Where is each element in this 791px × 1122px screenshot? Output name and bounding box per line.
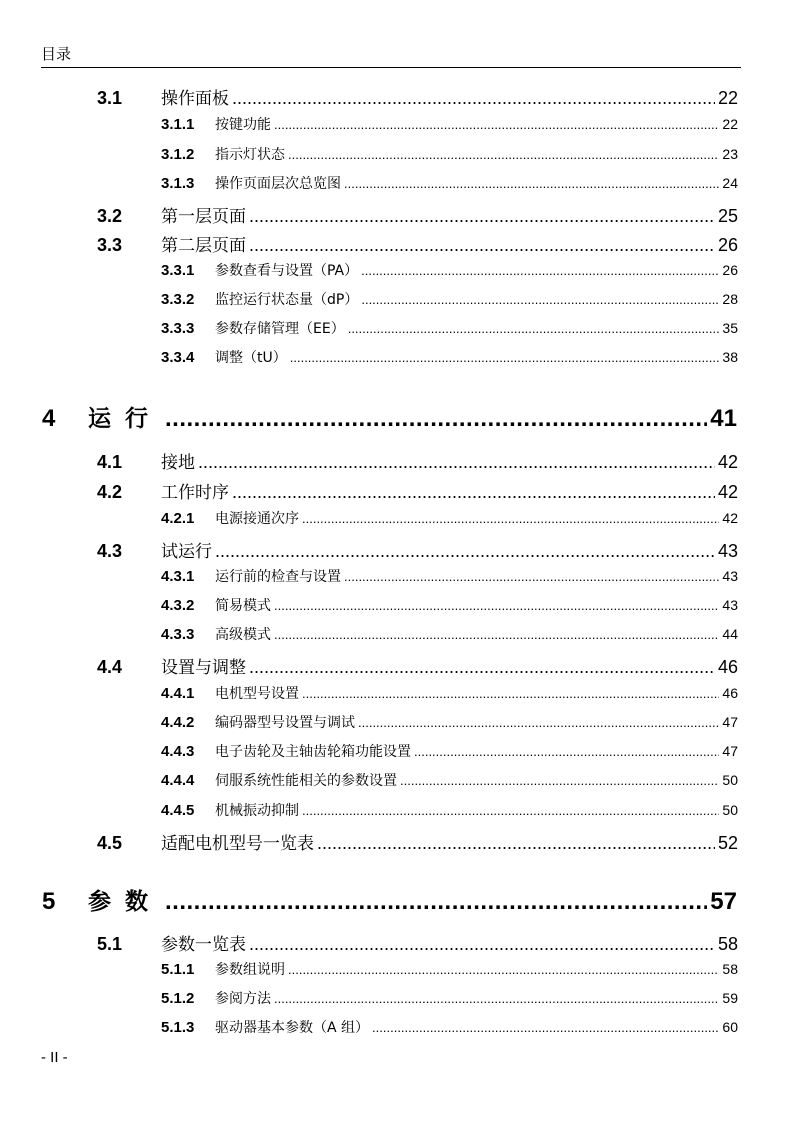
- toc-dot-leader: [165, 888, 707, 916]
- toc-entry-page: 52: [717, 833, 738, 853]
- toc-entry[interactable]: [97, 478, 738, 503]
- toc-entry-number: 3.3.3: [161, 320, 195, 337]
- toc-entry-page: 43: [722, 568, 738, 584]
- toc-entry[interactable]: [161, 712, 738, 732]
- toc-entry-number: 4.4.1: [161, 685, 195, 702]
- toc-entry[interactable]: [97, 930, 738, 955]
- toc-entry-page: 22: [722, 116, 738, 132]
- toc-entry-number: 5: [42, 888, 56, 915]
- toc-dot-leader: [165, 405, 707, 433]
- toc-entry-page: 43: [722, 597, 738, 613]
- toc-entry-page: 47: [722, 743, 738, 759]
- toc-entry-page: 59: [722, 990, 738, 1006]
- toc-dot-leader: [344, 569, 719, 584]
- toc-entry-title: 电源接通次序: [215, 511, 299, 527]
- toc-entry-number: 4.4.5: [161, 802, 195, 819]
- toc-entry-title: 按键功能: [215, 117, 271, 133]
- toc-entry-title: 运行前的检查与设置: [215, 569, 341, 585]
- toc-entry-number: 5.1: [97, 934, 123, 954]
- toc-entry-number: 4.3.2: [161, 597, 195, 614]
- toc-dot-leader: [361, 292, 719, 307]
- toc-entry-title: 第一层页面: [161, 207, 246, 227]
- toc-dot-leader: [288, 147, 719, 162]
- toc-dot-leader: [249, 235, 715, 256]
- toc-dot-leader: [274, 117, 719, 132]
- toc-entry[interactable]: [97, 202, 738, 227]
- toc-entry[interactable]: [161, 318, 738, 338]
- toc-dot-leader: [361, 263, 719, 278]
- toc-entry-page: 22: [717, 88, 738, 108]
- toc-entry-page: 58: [722, 961, 738, 977]
- toc-entry-number: 5.1.3: [161, 1019, 195, 1036]
- toc-dot-leader: [215, 541, 715, 562]
- toc-entry-number: 4.4.2: [161, 714, 195, 731]
- toc-entry[interactable]: [97, 829, 738, 854]
- toc-entry[interactable]: [161, 770, 738, 790]
- toc-entry-title: 参阅方法: [215, 991, 271, 1007]
- toc-entry[interactable]: [161, 683, 738, 703]
- toc-entry[interactable]: [161, 114, 738, 134]
- toc-entry-title: 驱动器基本参数（A 组）: [215, 1020, 370, 1036]
- toc-entry-page: 23: [722, 146, 738, 162]
- toc-entry-page: 42: [717, 482, 738, 502]
- page-header-title: 目录: [41, 45, 72, 63]
- toc-entry[interactable]: [97, 448, 738, 473]
- toc-entry-page: 46: [717, 657, 738, 677]
- toc-dot-leader: [302, 511, 719, 526]
- toc-entry-number: 4.3.3: [161, 626, 195, 643]
- toc-dot-leader: [232, 88, 715, 109]
- toc-entry-number: 4.4.4: [161, 772, 195, 789]
- toc-entry-number: 4.1: [97, 452, 123, 472]
- toc-entry[interactable]: [161, 347, 738, 367]
- toc-entry-page: 50: [722, 772, 738, 788]
- toc-entry-page: 47: [722, 714, 738, 730]
- toc-entry-page: 26: [722, 262, 738, 278]
- toc-dot-leader: [249, 657, 715, 678]
- toc-dot-leader: [344, 176, 719, 191]
- header-divider: [41, 67, 741, 68]
- toc-entry[interactable]: [161, 1017, 738, 1037]
- toc-entry-page: 24: [722, 175, 738, 191]
- toc-dot-leader: [400, 773, 719, 788]
- toc-entry[interactable]: [161, 508, 738, 528]
- toc-entry-number: 4.2: [97, 482, 123, 502]
- toc-entry-number: 3.3.2: [161, 291, 195, 308]
- toc-entry-title: 调整（tU）: [215, 350, 287, 366]
- toc-entry-page: 26: [717, 235, 738, 255]
- toc-entry-number: 5.1.2: [161, 990, 195, 1007]
- toc-entry-page: 28: [722, 291, 738, 307]
- toc-entry-title: 第二层页面: [161, 236, 246, 256]
- toc-entry-title: 电子齿轮及主轴齿轮箱功能设置: [215, 744, 411, 760]
- toc-dot-leader: [414, 744, 719, 759]
- toc-entry-title: 操作页面层次总览图: [215, 176, 341, 192]
- toc-entry-page: 57: [710, 888, 737, 915]
- toc-entry-number: 4.3.1: [161, 568, 195, 585]
- toc-dot-leader: [249, 934, 715, 955]
- toc-entry-number: 3.3.1: [161, 262, 195, 279]
- toc-entry[interactable]: [97, 231, 738, 256]
- toc-entry[interactable]: [42, 883, 737, 916]
- toc-entry-page: 42: [717, 452, 738, 472]
- toc-entry-title: 电机型号设置: [215, 686, 299, 702]
- toc-entry[interactable]: [161, 624, 738, 644]
- toc-entry[interactable]: [97, 84, 738, 109]
- toc-entry-number: 4: [42, 405, 56, 432]
- toc-entry-title: 参数一览表: [161, 935, 246, 955]
- toc-entry[interactable]: [161, 800, 738, 820]
- toc-entry-title: 接地: [161, 453, 195, 473]
- toc-entry-number: 3.1: [97, 88, 123, 108]
- toc-entry-number: 4.3: [97, 541, 123, 561]
- toc-entry-number: 4.5: [97, 833, 123, 853]
- toc-entry-title: 机械振动抑制: [215, 803, 299, 819]
- toc-entry-title: 试运行: [161, 542, 212, 562]
- toc-entry-title: 参数: [88, 888, 162, 915]
- toc-entry-number: 3.1.2: [161, 146, 195, 163]
- toc-dot-leader: [348, 321, 720, 336]
- toc-entry-number: 5.1.1: [161, 961, 195, 978]
- toc-entry-page: 42: [722, 510, 738, 526]
- toc-entry[interactable]: [161, 595, 738, 615]
- toc-dot-leader: [274, 627, 719, 642]
- toc-entry-title: 参数组说明: [215, 962, 285, 978]
- toc-entry-page: 25: [717, 206, 738, 226]
- toc-entry-title: 高级模式: [215, 627, 271, 643]
- toc-entry-title: 简易模式: [215, 598, 271, 614]
- toc-entry-title: 伺服系统性能相关的参数设置: [215, 773, 397, 789]
- toc-dot-leader: [302, 686, 719, 701]
- toc-dot-leader: [198, 452, 715, 473]
- toc-entry-title: 工作时序: [161, 483, 229, 503]
- toc-entry-page: 46: [722, 685, 738, 701]
- toc-entry-number: 3.1.1: [161, 116, 195, 133]
- toc-entry-title: 适配电机型号一览表: [161, 834, 314, 854]
- toc-entry[interactable]: [161, 566, 738, 586]
- toc-entry-page: 43: [717, 541, 738, 561]
- toc-entry-title: 参数存储管理（EE）: [215, 321, 345, 337]
- toc-entry-page: 60: [722, 1019, 738, 1035]
- toc-entry-number: 3.3.4: [161, 349, 195, 366]
- toc-entry[interactable]: [161, 741, 738, 761]
- toc-entry[interactable]: [97, 653, 738, 678]
- toc-entry[interactable]: [97, 537, 738, 562]
- toc-entry-number: 4.4.3: [161, 743, 195, 760]
- toc-entry[interactable]: [161, 959, 738, 979]
- toc-entry-page: 58: [717, 934, 738, 954]
- toc-entry[interactable]: [161, 173, 738, 193]
- toc-entry-title: 监控运行状态量（dP）: [215, 292, 359, 308]
- toc-dot-leader: [290, 350, 720, 365]
- page-number-footer: - II -: [41, 1049, 68, 1066]
- toc-entry-title: 指示灯状态: [215, 147, 285, 163]
- toc-entry[interactable]: [161, 144, 738, 164]
- toc-dot-leader: [249, 206, 715, 227]
- toc-entry-title: 编码器型号设置与调试: [215, 715, 355, 731]
- toc-entry-number: 3.1.3: [161, 175, 195, 192]
- toc-entry[interactable]: [161, 260, 738, 280]
- toc-entry-title: 运行: [88, 405, 162, 432]
- toc-entry[interactable]: [42, 400, 737, 433]
- toc-entry-page: 44: [722, 626, 738, 642]
- toc-entry-page: 50: [722, 802, 738, 818]
- toc-dot-leader: [274, 991, 719, 1006]
- toc-entry-page: 38: [722, 349, 738, 365]
- toc-entry[interactable]: [161, 988, 738, 1008]
- toc-entry-title: 参数查看与设置（PA）: [215, 263, 359, 279]
- toc-dot-leader: [288, 962, 719, 977]
- toc-dot-leader: [358, 715, 719, 730]
- toc-entry-title: 设置与调整: [161, 658, 246, 678]
- toc-entry-number: 3.2: [97, 206, 123, 226]
- toc-entry-number: 3.3: [97, 235, 123, 255]
- toc-entry-title: 操作面板: [161, 89, 229, 109]
- toc-entry[interactable]: [161, 289, 738, 309]
- toc-entry-page: 41: [710, 405, 737, 432]
- toc-dot-leader: [274, 598, 719, 613]
- toc-entry-number: 4.2.1: [161, 510, 195, 527]
- toc-dot-leader: [302, 803, 719, 818]
- toc-dot-leader: [372, 1020, 719, 1035]
- toc-dot-leader: [232, 482, 715, 503]
- toc-entry-page: 35: [722, 320, 738, 336]
- toc-dot-leader: [317, 833, 715, 854]
- toc-entry-number: 4.4: [97, 657, 123, 677]
